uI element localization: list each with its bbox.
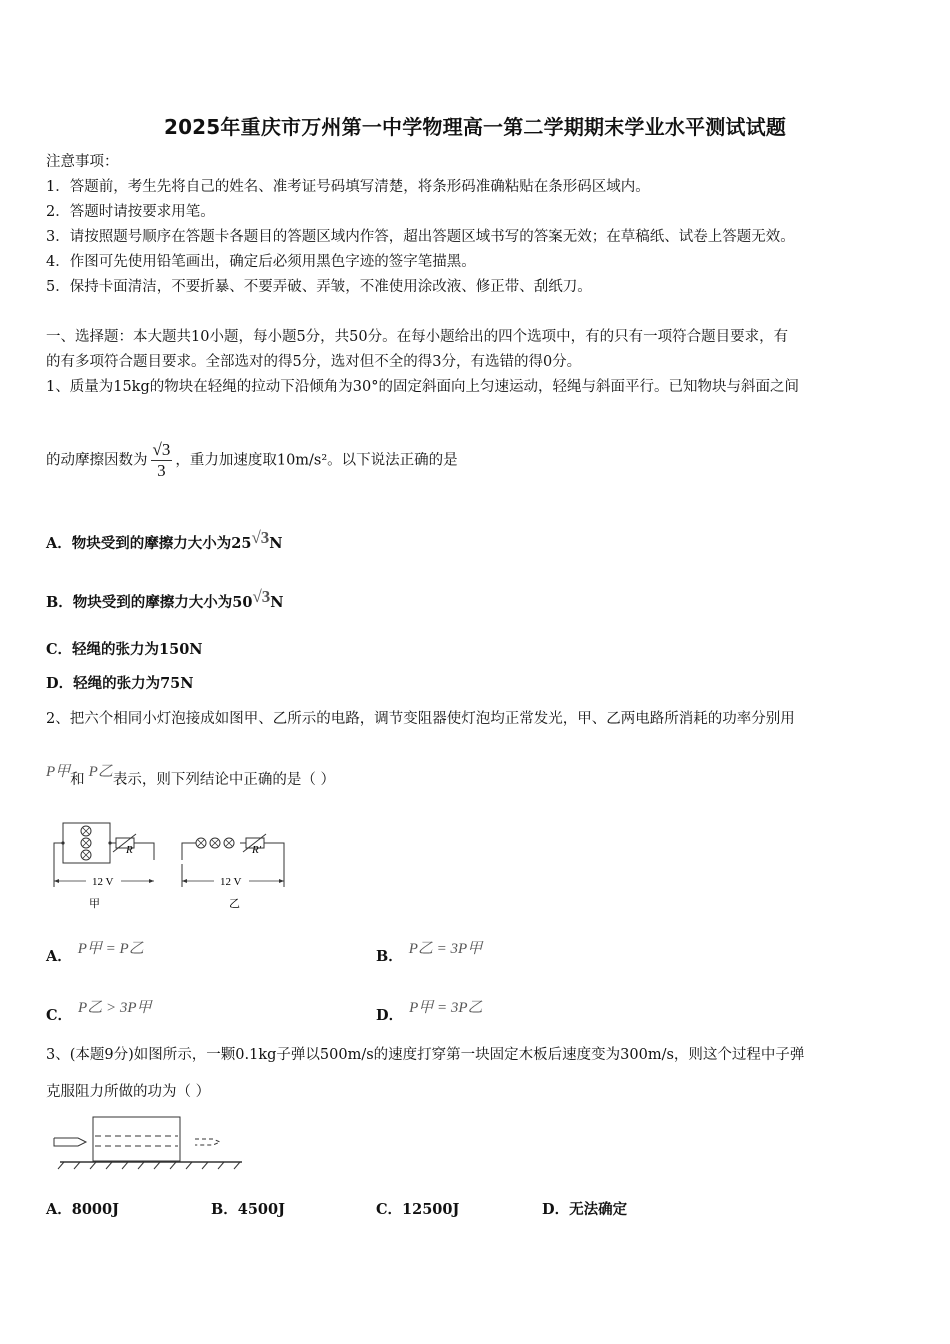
- notice-item-1: 1．答题前，考生先将自己的姓名、准考证号码填写清楚，将条形码准确粘贴在条形码区域内。: [46, 179, 650, 195]
- q2-resistor-r2-label: R': [252, 844, 262, 856]
- notice-item-3: 3．请按照题号顺序在答题卡各题目的答题区域内作答，超出答题区域书写的答案无效；在草稿纸、试卷上答题无效。: [46, 229, 795, 245]
- q1-option-a-unit: N: [269, 535, 283, 552]
- q2-p-yi: P乙: [88, 764, 113, 780]
- q3-option-b[interactable]: B．4500J: [211, 1201, 285, 1218]
- notice-item-5: 5．保持卡面清洁，不要折暴、不要弄破、弄皱，不准使用涂改液、修正带、刮纸刀。: [46, 279, 592, 295]
- q1-option-b[interactable]: [46, 587, 284, 613]
- notice-heading: 注意事项：: [46, 154, 119, 170]
- q2-circuit-figure: [46, 812, 296, 916]
- q2-caption-yi: 乙: [229, 898, 240, 910]
- q3-line1: 3、(本题9分)如图所示，一颗0.1kg子弹以500m/s的速度打穿第一块固定木板后速度变为300m/s，则这个过程中子弹: [46, 1047, 805, 1063]
- q1-mu-numerator: √3: [152, 440, 171, 459]
- q2-line2-post: 表示，则下列结论中正确的是（ ）: [112, 772, 335, 788]
- q1-option-a[interactable]: [46, 528, 283, 554]
- q3-bullet-figure: [50, 1112, 246, 1172]
- q1-line2: [46, 440, 458, 481]
- q2-caption-jia: 甲: [89, 898, 100, 910]
- notice-item-2: 2．答题时请按要求用笔。: [46, 204, 215, 220]
- q1-line1: 1、质量为15kg的物块在轻绳的拉动下沿倾角为30°的固定斜面向上匀速运动，轻绳与斜面平行。已知物块与斜面之间: [46, 379, 799, 395]
- q2-option-d[interactable]: [376, 998, 483, 1026]
- section1-line1: 一、选择题：本大题共10小题，每小题5分，共50分。在每小题给出的四个选项中，有的只有一项符合题目要求，有: [46, 329, 789, 345]
- q3-option-c[interactable]: C．12500J: [376, 1201, 460, 1218]
- q2-p-jia: P甲: [46, 764, 71, 780]
- q1-option-b-text: B．物块受到的摩擦力大小为50: [46, 594, 253, 611]
- q2-option-c-label: C．: [46, 1007, 73, 1024]
- q2-voltage-label-1: 12 V: [92, 876, 114, 888]
- q3-option-a[interactable]: A．8000J: [46, 1201, 119, 1218]
- q1-mu-fraction: [151, 440, 173, 481]
- q1-option-d[interactable]: D．轻绳的张力为75N: [46, 675, 194, 692]
- q1-option-a-radical: √3: [251, 528, 270, 547]
- q2-resistor-r-label: R: [126, 844, 133, 856]
- q1-option-b-radical: √3: [252, 587, 271, 606]
- q2-option-a-expr: P甲 = P乙: [77, 941, 144, 957]
- q2-option-c[interactable]: [46, 998, 152, 1026]
- q2-line2: [46, 762, 335, 790]
- q2-option-d-expr: P甲 = 3P乙: [409, 1000, 483, 1016]
- q1-line2-post: ，重力加速度取10m/s²。以下说法正确的是: [175, 452, 458, 469]
- section1-line2: 的有多项符合题目要求。全部选对的得5分，选对但不全的得3分，有选错的得0分。: [46, 354, 582, 370]
- exiting-bullet-icon: [195, 1139, 220, 1145]
- page-title: 2025年重庆市万州第一中学物理高一第二学期期末学业水平测试试题: [163, 115, 787, 139]
- q2-option-a-label: A．: [46, 948, 72, 965]
- q1-line2-pre: 的动摩擦因数为: [46, 452, 148, 469]
- q1-option-c[interactable]: C．轻绳的张力为150N: [46, 641, 203, 658]
- q2-option-b-label: B．: [376, 948, 403, 965]
- q2-option-a[interactable]: [46, 939, 144, 967]
- q2-option-c-expr: P乙 > 3P甲: [78, 1000, 152, 1016]
- q2-voltage-label-2: 12 V: [220, 876, 242, 888]
- q2-and: 和: [70, 772, 85, 788]
- q2-line1: 2、把六个相同小灯泡接成如图甲、乙所示的电路，调节变阻器使灯泡均正常发光，甲、乙两电路所消耗的功率分别用: [46, 711, 795, 727]
- q1-mu-denominator: 3: [157, 461, 166, 480]
- q1-option-b-unit: N: [270, 594, 284, 611]
- wooden-board: [93, 1117, 180, 1161]
- q2-option-b-expr: P乙 = 3P甲: [408, 941, 483, 957]
- q3-line2: 克服阻力所做的功为（ ）: [46, 1084, 211, 1100]
- q2-option-d-label: D．: [376, 1007, 404, 1024]
- notice-item-4: 4．作图可先使用铅笔画出，确定后必须用黑色字迹的签字笔描黑。: [46, 254, 476, 270]
- q1-option-a-text: A．物块受到的摩擦力大小为25: [46, 535, 252, 552]
- q2-lamps: [81, 826, 234, 860]
- q3-option-d[interactable]: D．无法确定: [542, 1201, 628, 1218]
- q2-option-b[interactable]: [376, 939, 482, 967]
- bullet-icon: [54, 1138, 86, 1146]
